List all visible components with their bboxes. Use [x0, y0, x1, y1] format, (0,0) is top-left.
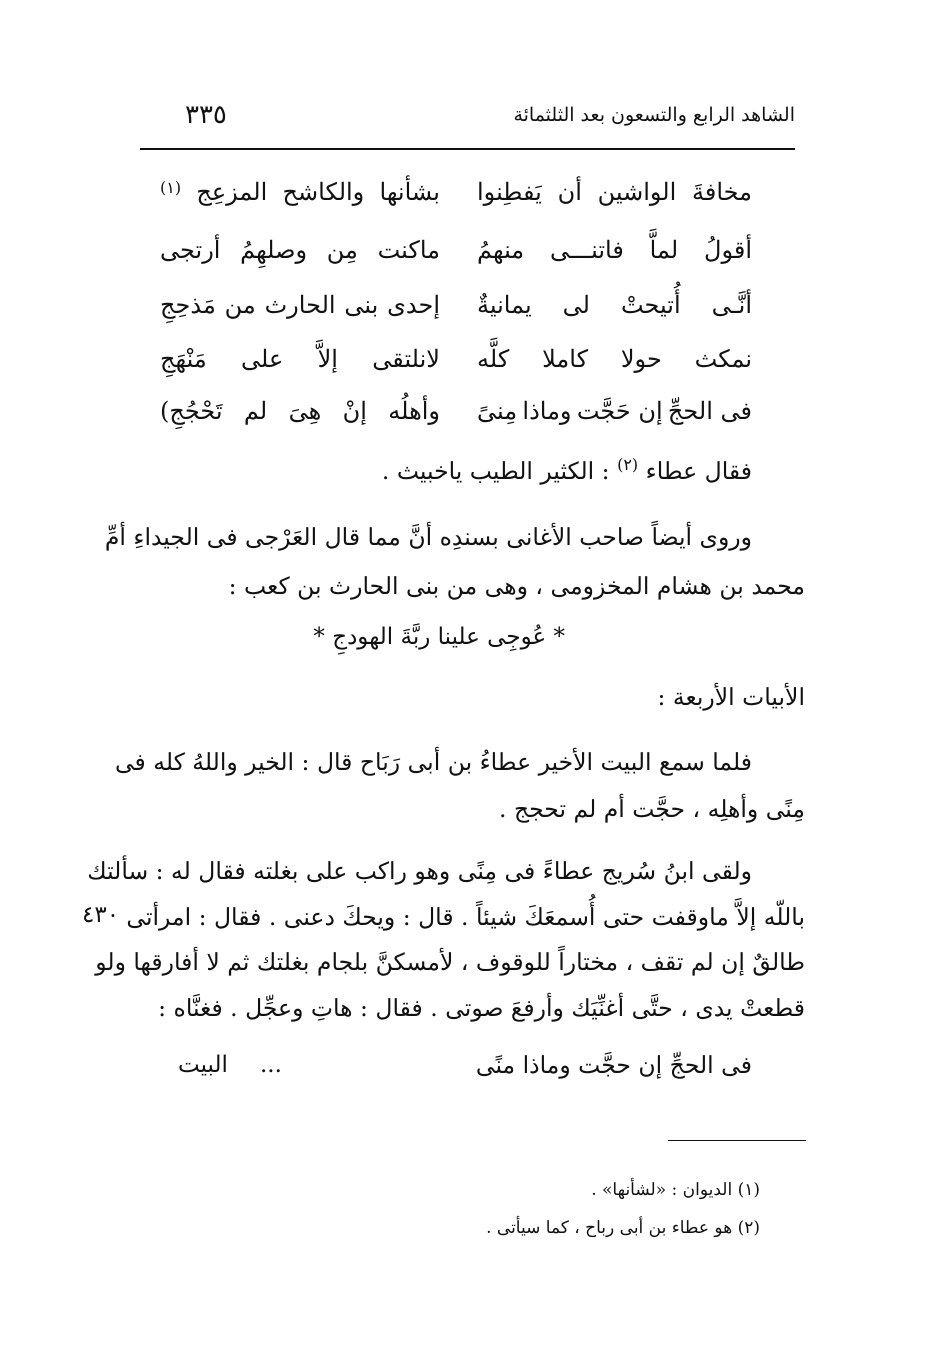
word: مخافةَ: [692, 178, 752, 206]
word: إلاَّ: [317, 345, 338, 373]
word: وصلهِمُ: [240, 236, 308, 264]
verse-5-first-half: [477, 397, 752, 425]
word: وماذا: [522, 397, 572, 425]
word: الحارث: [264, 291, 336, 319]
verse-1-first-half: [477, 178, 752, 206]
word: إن حَجَّت: [576, 397, 663, 425]
word: فاتنـــى: [550, 236, 624, 264]
word: بشأنها: [379, 178, 440, 206]
word: أنَّـى: [711, 291, 752, 319]
footnote-1: (١) الديوان : «لشأنها» .: [591, 1180, 760, 1200]
word: حولا: [620, 345, 662, 373]
footnote-ref-1: (١): [160, 178, 182, 197]
word: فى الحجِّ: [667, 397, 752, 425]
verse-1-second-half: [160, 178, 440, 206]
para3-line4: قطعتْ يدى ، حتَّى أغنِّيَك وأرفعَ صوتى . فقال : هاتِ وعجِّل . فغنَّاه :: [158, 994, 805, 1022]
word: لى: [562, 291, 590, 319]
word: نمكث: [694, 345, 752, 373]
para2-line2: مِنًى وأهلِه ، حجَّت أم لم تحجج .: [499, 795, 805, 823]
word: إنْ: [342, 397, 367, 425]
word: إحدى: [387, 291, 440, 319]
word: أرتجى: [160, 236, 221, 264]
word: والكاشح: [282, 178, 365, 206]
verse-2: [160, 230, 752, 270]
margin-number: ٤٣٠: [82, 902, 120, 928]
verse-2-second-half: [160, 236, 440, 264]
hemistich-quote: * عُوجِى علينا ربَّةَ الهودجِ *: [313, 624, 565, 650]
atta-after: : الكثير الطيب ياخبيث .: [381, 456, 610, 485]
word: مَذحِجِ: [160, 291, 216, 319]
page-number: ٣٣٥: [185, 100, 227, 130]
verse-3-second-half: [160, 291, 440, 319]
verse-4-first-half: [477, 345, 752, 373]
word: بنى: [344, 291, 379, 319]
para3-line3: طالقٌ إن لم تقف ، مختاراً للوقوف ، لأمسكنَّ بلجام بغلتك ثم لا أفارقها ولو: [95, 948, 805, 976]
four-verses-label: الأبيات الأربعة :: [657, 683, 805, 711]
ellipsis: ...: [260, 1052, 282, 1078]
quote-bayt: البيت: [178, 1052, 228, 1078]
word: كاملا: [542, 345, 589, 373]
word: منهمُ: [477, 236, 525, 264]
footnote-2: (٢) هو عطاء بن أبى رباح ، كما سيأتى .: [486, 1218, 760, 1238]
word: على: [241, 345, 284, 373]
word: لماَّ: [649, 236, 679, 264]
word: لم: [243, 397, 268, 425]
word: ماكنت: [377, 236, 440, 264]
word: يمانيةٌ: [477, 291, 532, 319]
verse-4-second-half: [160, 345, 440, 373]
word: أُتيحتْ: [620, 291, 681, 319]
verse-3: [160, 285, 752, 325]
running-title: الشاهد الرابع والتسعون بعد الثلثمائة: [513, 104, 795, 126]
atta-reply-line: [192, 441, 752, 495]
word: من: [224, 291, 256, 319]
verse-4: [160, 339, 752, 379]
word: مِنىً: [477, 397, 518, 425]
verse-5: [160, 391, 752, 431]
para1-line2: محمد بن هشام المخزومى ، وهى من بنى الحارث بن كعب :: [228, 572, 805, 600]
word: مَنْهَجِ: [160, 345, 207, 373]
verse-5-second-half: [160, 397, 440, 425]
verse-1: [160, 172, 752, 212]
word: المزعِج: [196, 178, 268, 206]
para3-line2: باللّه إلاَّ ماوقفت حتى أُسمعَكَ شيئاً . قال : ويحكَ دعنى . فقال : امرأتى: [126, 903, 805, 931]
word: يَفطِنوا: [477, 178, 542, 206]
word: كلَّه: [477, 345, 510, 373]
verse-2-first-half: [477, 236, 752, 264]
word: مِن: [326, 236, 358, 264]
para3-line1: ولقى ابنُ سُريج عطاءً فى مِنًى وهو راكب على بغلته فقال له : سألتك: [87, 857, 752, 885]
word: تَحْجُجِ): [160, 397, 223, 425]
word: أن: [557, 178, 582, 206]
atta-before: فقال عطاء: [645, 456, 752, 485]
para1-line1: وروى أيضاً صاحب الأغانى بسندِه أنَّ مما قال العَرْجى فى الجيداءِ أمِّ: [104, 523, 752, 551]
header-rule: [140, 148, 795, 150]
word: لانلتقى: [372, 345, 440, 373]
word: الواشين: [597, 178, 677, 206]
footnote-ref-2: (٢): [617, 455, 639, 474]
word: وأهلُه: [388, 397, 440, 425]
footnote-rule: [668, 1140, 806, 1141]
verse-3-first-half: [477, 291, 752, 319]
word: أقولُ: [704, 236, 752, 264]
quote-half: فى الحجِّ إن حجَّت وماذا منًى: [475, 1051, 752, 1079]
word: هِىَ: [288, 397, 322, 425]
para2-line1: فلما سمع البيت الأخير عطاءُ بن أبى رَبَاح قال : الخير واللهُ كله فى: [114, 748, 752, 776]
